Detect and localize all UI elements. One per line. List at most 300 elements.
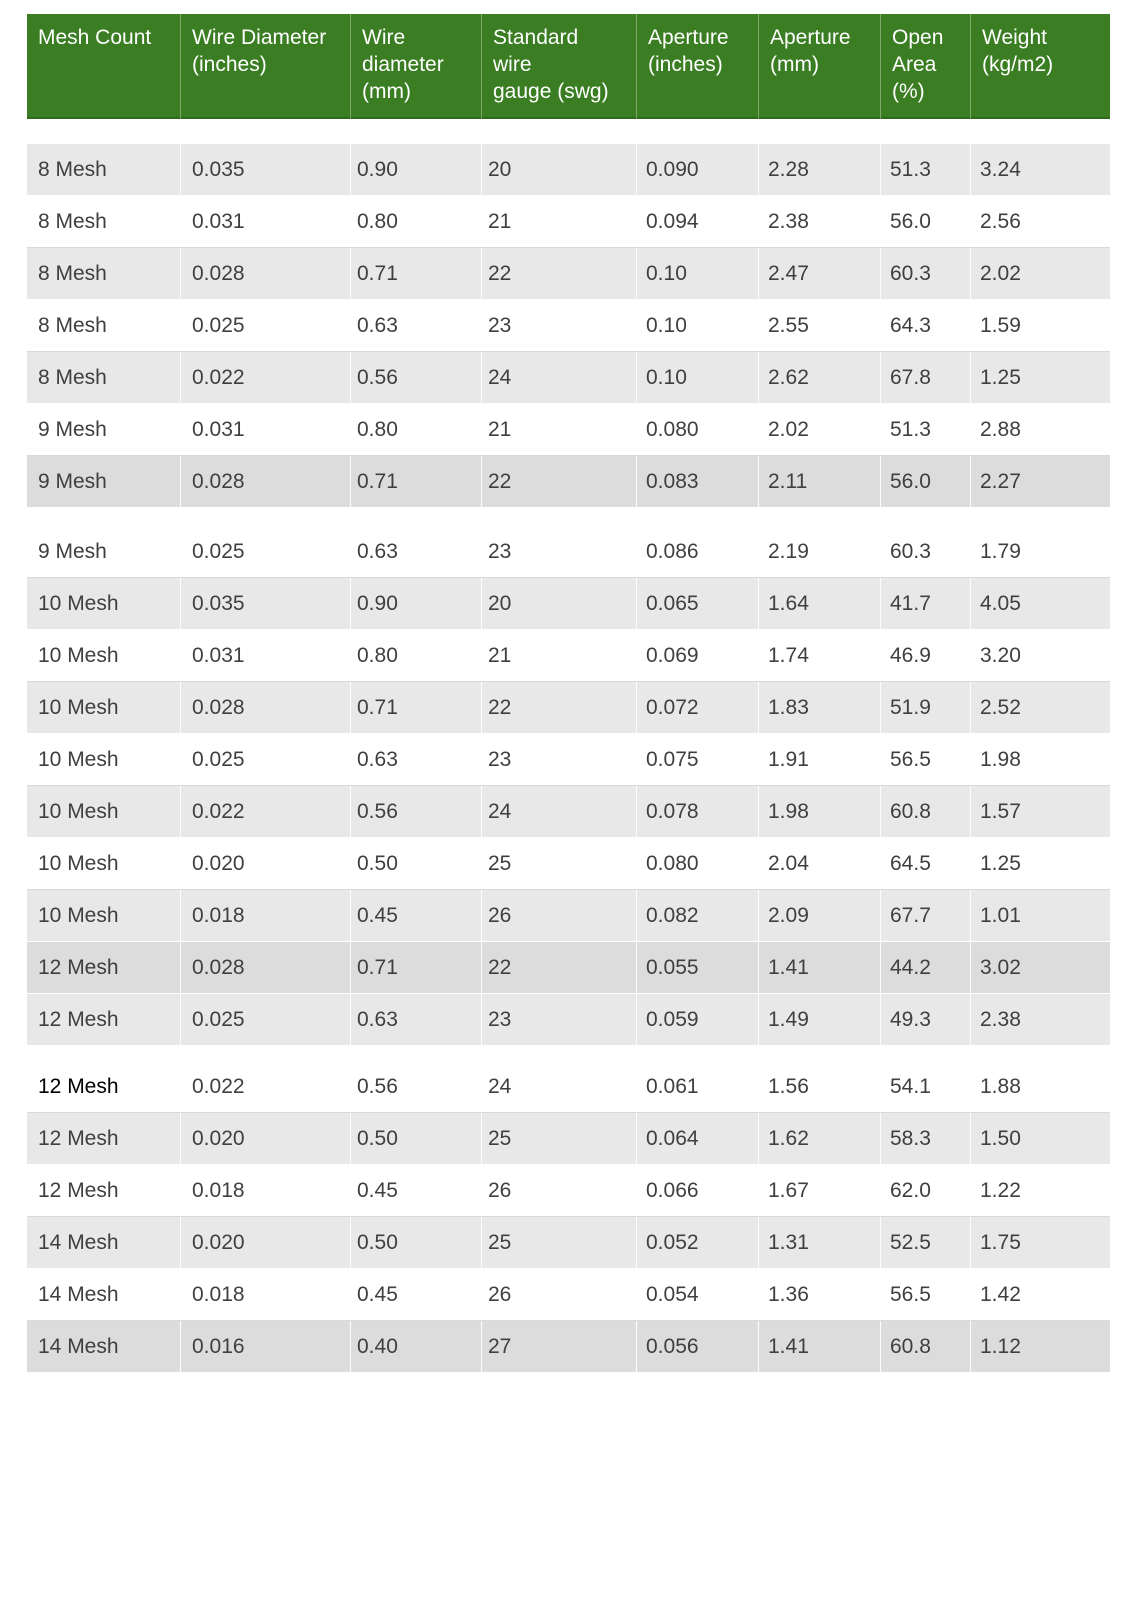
- table-cell-wire-diameter-inches: 0.031: [192, 418, 245, 441]
- table-cell-aperture-mm: 2.11: [768, 470, 808, 493]
- table-cell-aperture-mm: 2.28: [768, 158, 809, 181]
- table-cell-wire-diameter-mm: 0.71: [357, 696, 398, 719]
- table-cell-mesh-count: 8 Mesh: [38, 366, 107, 389]
- column-divider: [970, 942, 971, 993]
- column-divider: [880, 682, 881, 733]
- table-row: [27, 734, 1110, 786]
- table-cell-weight: 1.98: [980, 748, 1021, 771]
- column-divider: [481, 1061, 482, 1112]
- column-header-weight: [971, 14, 1110, 119]
- column-divider: [350, 196, 351, 247]
- table-cell-wire-diameter-mm: 0.40: [357, 1335, 398, 1358]
- table-cell-open-area: 51.9: [890, 696, 931, 719]
- table-cell-wire-diameter-mm: 0.45: [357, 1179, 398, 1202]
- column-header-line: Mesh Count: [38, 26, 152, 49]
- column-header-aperture-mm: [759, 14, 881, 119]
- table-cell-mesh-count: 8 Mesh: [38, 314, 107, 337]
- table-cell-aperture-mm: 1.31: [768, 1231, 809, 1254]
- column-divider: [481, 630, 482, 681]
- table-cell-standard-wire-gauge: 22: [488, 262, 512, 285]
- table-cell-weight: 1.25: [980, 366, 1021, 389]
- table-cell-wire-diameter-inches: 0.018: [192, 904, 245, 927]
- table-cell-aperture-inches: 0.10: [646, 366, 687, 389]
- table-cell-wire-diameter-inches: 0.020: [192, 1231, 245, 1254]
- column-divider: [758, 404, 759, 455]
- column-divider: [350, 1061, 351, 1112]
- column-header-line: (inches): [192, 53, 267, 76]
- column-divider: [180, 1269, 181, 1320]
- table-row: [27, 352, 1110, 404]
- column-divider: [758, 300, 759, 351]
- column-divider: [970, 526, 971, 577]
- column-divider: [481, 1217, 482, 1268]
- table-row: [27, 994, 1110, 1046]
- column-divider: [758, 248, 759, 299]
- column-header-mesh-count: [27, 14, 181, 119]
- table-cell-open-area: 49.3: [890, 1008, 931, 1031]
- table-cell-wire-diameter-mm: 0.71: [357, 262, 398, 285]
- column-divider: [758, 1165, 759, 1216]
- table-cell-weight: 2.02: [980, 262, 1021, 285]
- column-divider: [970, 1217, 971, 1268]
- column-divider: [970, 196, 971, 247]
- table-cell-standard-wire-gauge: 24: [488, 1075, 512, 1098]
- table-cell-aperture-mm: 1.64: [768, 592, 809, 615]
- table-cell-weight: 1.88: [980, 1075, 1021, 1098]
- table-row: [27, 1269, 1110, 1321]
- table-cell-aperture-inches: 0.064: [646, 1127, 699, 1150]
- column-divider: [350, 300, 351, 351]
- table-cell-standard-wire-gauge: 20: [488, 158, 512, 181]
- table-cell-open-area: 64.3: [890, 314, 931, 337]
- table-cell-weight: 1.12: [980, 1335, 1021, 1358]
- table-row: [27, 630, 1110, 682]
- column-divider: [180, 1061, 181, 1112]
- table-cell-wire-diameter-inches: 0.028: [192, 262, 245, 285]
- table-cell-aperture-inches: 0.054: [646, 1283, 699, 1306]
- column-divider: [758, 456, 759, 507]
- column-header-line: Weight: [982, 26, 1047, 49]
- column-divider: [636, 1269, 637, 1320]
- column-divider: [350, 1269, 351, 1320]
- table-cell-standard-wire-gauge: 22: [488, 696, 512, 719]
- table-cell-open-area: 52.5: [890, 1231, 931, 1254]
- table-cell-mesh-count: 12 Mesh: [38, 1075, 119, 1098]
- column-divider: [180, 404, 181, 455]
- table-cell-weight: 1.57: [980, 800, 1021, 823]
- column-divider: [636, 196, 637, 247]
- table-row: [27, 526, 1110, 578]
- table-cell-standard-wire-gauge: 22: [488, 956, 512, 979]
- column-divider: [350, 786, 351, 837]
- table-cell-aperture-mm: 1.83: [768, 696, 809, 719]
- column-header-line: wire: [493, 53, 532, 76]
- column-divider: [636, 526, 637, 577]
- column-divider: [880, 196, 881, 247]
- table-cell-wire-diameter-inches: 0.025: [192, 540, 245, 563]
- table-cell-wire-diameter-inches: 0.022: [192, 1075, 245, 1098]
- column-divider: [970, 838, 971, 889]
- column-divider: [481, 1113, 482, 1164]
- column-divider: [481, 144, 482, 195]
- column-divider: [180, 144, 181, 195]
- column-divider: [970, 1321, 971, 1372]
- table-cell-aperture-inches: 0.069: [646, 644, 699, 667]
- table-cell-wire-diameter-mm: 0.45: [357, 1283, 398, 1306]
- table-cell-aperture-inches: 0.065: [646, 592, 699, 615]
- table-cell-wire-diameter-mm: 0.80: [357, 210, 398, 233]
- column-divider: [970, 1165, 971, 1216]
- column-divider: [350, 144, 351, 195]
- table-cell-open-area: 56.5: [890, 748, 931, 771]
- table-cell-mesh-count: 14 Mesh: [38, 1283, 119, 1306]
- table-row: [27, 404, 1110, 456]
- column-divider: [180, 578, 181, 629]
- column-divider: [880, 994, 881, 1045]
- column-header-wire-diameter-inches: [181, 14, 351, 119]
- column-divider: [970, 300, 971, 351]
- table-cell-open-area: 56.5: [890, 1283, 931, 1306]
- table-cell-mesh-count: 12 Mesh: [38, 1179, 119, 1202]
- column-divider: [758, 630, 759, 681]
- table-cell-mesh-count: 9 Mesh: [38, 418, 107, 441]
- table-cell-wire-diameter-mm: 0.90: [357, 158, 398, 181]
- table-cell-weight: 1.50: [980, 1127, 1021, 1150]
- column-divider: [970, 578, 971, 629]
- column-divider: [880, 456, 881, 507]
- column-header-aperture-inches: [637, 14, 759, 119]
- column-divider: [758, 578, 759, 629]
- table-cell-aperture-inches: 0.094: [646, 210, 699, 233]
- table-cell-wire-diameter-mm: 0.63: [357, 748, 398, 771]
- column-header-line: Aperture: [648, 26, 729, 49]
- table-cell-aperture-inches: 0.052: [646, 1231, 699, 1254]
- table-cell-mesh-count: 10 Mesh: [38, 800, 119, 823]
- table-cell-aperture-mm: 2.02: [768, 418, 809, 441]
- column-divider: [481, 1321, 482, 1372]
- table-cell-open-area: 44.2: [890, 956, 931, 979]
- table-cell-open-area: 41.7: [890, 592, 931, 615]
- table-cell-open-area: 46.9: [890, 644, 931, 667]
- table-cell-mesh-count: 14 Mesh: [38, 1335, 119, 1358]
- table-cell-wire-diameter-mm: 0.56: [357, 800, 398, 823]
- column-divider: [880, 1113, 881, 1164]
- table-cell-wire-diameter-mm: 0.71: [357, 956, 398, 979]
- table-cell-wire-diameter-inches: 0.020: [192, 1127, 245, 1150]
- column-header-line: (%): [892, 80, 925, 103]
- table-cell-weight: 3.24: [980, 158, 1021, 181]
- table-cell-standard-wire-gauge: 21: [488, 644, 512, 667]
- column-divider: [180, 994, 181, 1045]
- column-divider: [758, 352, 759, 403]
- column-divider: [350, 1217, 351, 1268]
- table-cell-standard-wire-gauge: 25: [488, 1231, 512, 1254]
- table-cell-aperture-inches: 0.066: [646, 1179, 699, 1202]
- column-divider: [758, 1113, 759, 1164]
- column-header-line: Aperture: [770, 26, 851, 49]
- table-row: [27, 144, 1110, 196]
- column-divider: [970, 786, 971, 837]
- column-divider: [970, 682, 971, 733]
- column-divider: [636, 144, 637, 195]
- column-header-open-area: [881, 14, 971, 119]
- table-cell-wire-diameter-inches: 0.028: [192, 696, 245, 719]
- table-cell-standard-wire-gauge: 23: [488, 540, 512, 563]
- table-cell-wire-diameter-mm: 0.50: [357, 1127, 398, 1150]
- table-cell-aperture-inches: 0.072: [646, 696, 699, 719]
- column-divider: [350, 838, 351, 889]
- column-divider: [180, 1321, 181, 1372]
- table-row: [27, 682, 1110, 734]
- column-divider: [970, 404, 971, 455]
- table-cell-wire-diameter-inches: 0.016: [192, 1335, 245, 1358]
- table-row: [27, 248, 1110, 300]
- table-cell-weight: 2.38: [980, 1008, 1021, 1031]
- table-header-row: [27, 14, 1110, 119]
- column-divider: [636, 248, 637, 299]
- table-cell-aperture-mm: 2.04: [768, 852, 809, 875]
- table-cell-open-area: 60.8: [890, 800, 931, 823]
- column-divider: [880, 838, 881, 889]
- table-cell-wire-diameter-inches: 0.022: [192, 366, 245, 389]
- column-header-line: diameter: [362, 53, 444, 76]
- table-cell-weight: 1.22: [980, 1179, 1021, 1202]
- column-divider: [636, 630, 637, 681]
- column-header-line: gauge (swg): [493, 80, 609, 103]
- column-divider: [970, 144, 971, 195]
- table-cell-mesh-count: 10 Mesh: [38, 748, 119, 771]
- column-divider: [880, 1165, 881, 1216]
- column-divider: [481, 352, 482, 403]
- table-row: [27, 1165, 1110, 1217]
- column-divider: [880, 352, 881, 403]
- column-divider: [350, 630, 351, 681]
- column-divider: [180, 890, 181, 941]
- column-divider: [350, 942, 351, 993]
- table-cell-wire-diameter-mm: 0.50: [357, 852, 398, 875]
- column-divider: [481, 734, 482, 785]
- column-divider: [636, 404, 637, 455]
- column-divider: [180, 196, 181, 247]
- column-divider: [350, 890, 351, 941]
- table-cell-aperture-inches: 0.10: [646, 262, 687, 285]
- column-header-line: Standard: [493, 26, 579, 49]
- column-divider: [636, 994, 637, 1045]
- column-divider: [758, 526, 759, 577]
- column-divider: [880, 630, 881, 681]
- table-cell-open-area: 51.3: [890, 158, 931, 181]
- table-cell-weight: 1.59: [980, 314, 1021, 337]
- column-divider: [880, 578, 881, 629]
- table-row-group: [27, 144, 1110, 508]
- table-cell-mesh-count: 12 Mesh: [38, 1127, 119, 1150]
- table-cell-wire-diameter-mm: 0.56: [357, 1075, 398, 1098]
- table-cell-wire-diameter-inches: 0.025: [192, 1008, 245, 1031]
- table-cell-standard-wire-gauge: 23: [488, 748, 512, 771]
- column-divider: [758, 1061, 759, 1112]
- column-divider: [880, 1217, 881, 1268]
- column-divider: [350, 578, 351, 629]
- column-divider: [180, 942, 181, 993]
- column-divider: [880, 942, 881, 993]
- column-divider: [880, 1269, 881, 1320]
- table-cell-mesh-count: 10 Mesh: [38, 592, 119, 615]
- column-divider: [880, 1061, 881, 1112]
- column-header-line: Wire: [362, 26, 406, 49]
- column-divider: [481, 1165, 482, 1216]
- table-cell-mesh-count: 8 Mesh: [38, 158, 107, 181]
- column-divider: [481, 300, 482, 351]
- table-cell-open-area: 62.0: [890, 1179, 931, 1202]
- table-row-group: [27, 1061, 1110, 1373]
- table-row: [27, 838, 1110, 890]
- column-divider: [636, 1113, 637, 1164]
- column-divider: [350, 1321, 351, 1372]
- column-divider: [758, 144, 759, 195]
- column-divider: [636, 352, 637, 403]
- table-cell-standard-wire-gauge: 25: [488, 852, 512, 875]
- column-divider: [636, 734, 637, 785]
- table-cell-aperture-mm: 1.67: [768, 1179, 809, 1202]
- table-cell-weight: 1.42: [980, 1283, 1021, 1306]
- table-cell-wire-diameter-inches: 0.031: [192, 210, 245, 233]
- column-divider: [636, 942, 637, 993]
- table-cell-mesh-count: 9 Mesh: [38, 540, 107, 563]
- column-divider: [970, 1061, 971, 1112]
- table-cell-standard-wire-gauge: 26: [488, 1179, 512, 1202]
- column-divider: [880, 526, 881, 577]
- column-header-line: (mm): [770, 53, 819, 76]
- column-divider: [880, 1321, 881, 1372]
- column-divider: [481, 456, 482, 507]
- table-row: [27, 456, 1110, 508]
- table-cell-mesh-count: 10 Mesh: [38, 696, 119, 719]
- table-cell-standard-wire-gauge: 20: [488, 592, 512, 615]
- column-divider: [180, 630, 181, 681]
- column-divider: [481, 404, 482, 455]
- column-divider: [481, 994, 482, 1045]
- column-divider: [758, 942, 759, 993]
- column-divider: [636, 578, 637, 629]
- column-divider: [970, 994, 971, 1045]
- table-cell-aperture-mm: 2.55: [768, 314, 809, 337]
- table-cell-aperture-mm: 2.19: [768, 540, 809, 563]
- column-divider: [180, 838, 181, 889]
- table-cell-weight: 1.01: [980, 904, 1021, 927]
- table-cell-wire-diameter-mm: 0.50: [357, 1231, 398, 1254]
- table-cell-wire-diameter-mm: 0.63: [357, 314, 398, 337]
- column-divider: [970, 630, 971, 681]
- table-cell-weight: 2.56: [980, 210, 1021, 233]
- column-divider: [350, 682, 351, 733]
- table-cell-aperture-mm: 1.98: [768, 800, 809, 823]
- column-header-line: (inches): [648, 53, 723, 76]
- table-cell-standard-wire-gauge: 23: [488, 314, 512, 337]
- table-cell-mesh-count: 8 Mesh: [38, 262, 107, 285]
- table-cell-wire-diameter-mm: 0.45: [357, 904, 398, 927]
- table-cell-aperture-mm: 2.38: [768, 210, 809, 233]
- table-cell-wire-diameter-inches: 0.035: [192, 158, 245, 181]
- table-cell-weight: 2.88: [980, 418, 1021, 441]
- column-divider: [758, 1217, 759, 1268]
- table-row: [27, 300, 1110, 352]
- column-header-line: (mm): [362, 80, 411, 103]
- table-cell-wire-diameter-mm: 0.63: [357, 540, 398, 563]
- table-cell-aperture-inches: 0.056: [646, 1335, 699, 1358]
- table-cell-open-area: 60.3: [890, 262, 931, 285]
- column-divider: [636, 456, 637, 507]
- table-cell-wire-diameter-mm: 0.80: [357, 418, 398, 441]
- column-divider: [481, 526, 482, 577]
- column-divider: [636, 890, 637, 941]
- column-divider: [180, 248, 181, 299]
- column-divider: [481, 942, 482, 993]
- column-divider: [481, 578, 482, 629]
- table-cell-mesh-count: 8 Mesh: [38, 210, 107, 233]
- column-divider: [636, 682, 637, 733]
- table-cell-mesh-count: 12 Mesh: [38, 956, 119, 979]
- column-divider: [758, 1321, 759, 1372]
- table-cell-mesh-count: 12 Mesh: [38, 1008, 119, 1031]
- column-divider: [970, 352, 971, 403]
- column-divider: [180, 1113, 181, 1164]
- column-divider: [758, 890, 759, 941]
- table-cell-aperture-inches: 0.086: [646, 540, 699, 563]
- table-cell-mesh-count: 9 Mesh: [38, 470, 107, 493]
- column-divider: [180, 300, 181, 351]
- table-cell-weight: 1.75: [980, 1231, 1021, 1254]
- column-header-standard-wire-gauge: [482, 14, 637, 119]
- column-divider: [880, 144, 881, 195]
- column-header-wire-diameter-mm: [351, 14, 482, 119]
- table-cell-mesh-count: 10 Mesh: [38, 904, 119, 927]
- column-divider: [180, 786, 181, 837]
- table-cell-aperture-mm: 2.09: [768, 904, 809, 927]
- table-cell-aperture-inches: 0.10: [646, 314, 687, 337]
- column-header-line: (kg/m2): [982, 53, 1054, 76]
- table-cell-open-area: 67.8: [890, 366, 931, 389]
- table-cell-mesh-count: 14 Mesh: [38, 1231, 119, 1254]
- table-cell-open-area: 60.3: [890, 540, 931, 563]
- column-divider: [636, 1321, 637, 1372]
- table-row: [27, 1061, 1110, 1113]
- table-cell-wire-diameter-inches: 0.031: [192, 644, 245, 667]
- table-row: [27, 196, 1110, 248]
- table-cell-wire-diameter-mm: 0.90: [357, 592, 398, 615]
- table-cell-aperture-inches: 0.080: [646, 852, 699, 875]
- column-divider: [636, 838, 637, 889]
- column-divider: [970, 1269, 971, 1320]
- column-divider: [180, 1165, 181, 1216]
- table-cell-wire-diameter-inches: 0.025: [192, 314, 245, 337]
- table-cell-wire-diameter-mm: 0.71: [357, 470, 398, 493]
- table-cell-standard-wire-gauge: 27: [488, 1335, 512, 1358]
- column-divider: [350, 248, 351, 299]
- column-divider: [758, 196, 759, 247]
- table-cell-open-area: 60.8: [890, 1335, 931, 1358]
- table-cell-aperture-mm: 1.41: [768, 956, 809, 979]
- table-cell-standard-wire-gauge: 21: [488, 418, 512, 441]
- table-cell-wire-diameter-inches: 0.022: [192, 800, 245, 823]
- column-divider: [970, 734, 971, 785]
- table-cell-standard-wire-gauge: 23: [488, 1008, 512, 1031]
- column-header-line: Area: [892, 53, 937, 76]
- column-divider: [350, 1113, 351, 1164]
- table-cell-aperture-mm: 1.62: [768, 1127, 809, 1150]
- column-divider: [481, 1269, 482, 1320]
- table-row: [27, 1217, 1110, 1269]
- table-cell-open-area: 51.3: [890, 418, 931, 441]
